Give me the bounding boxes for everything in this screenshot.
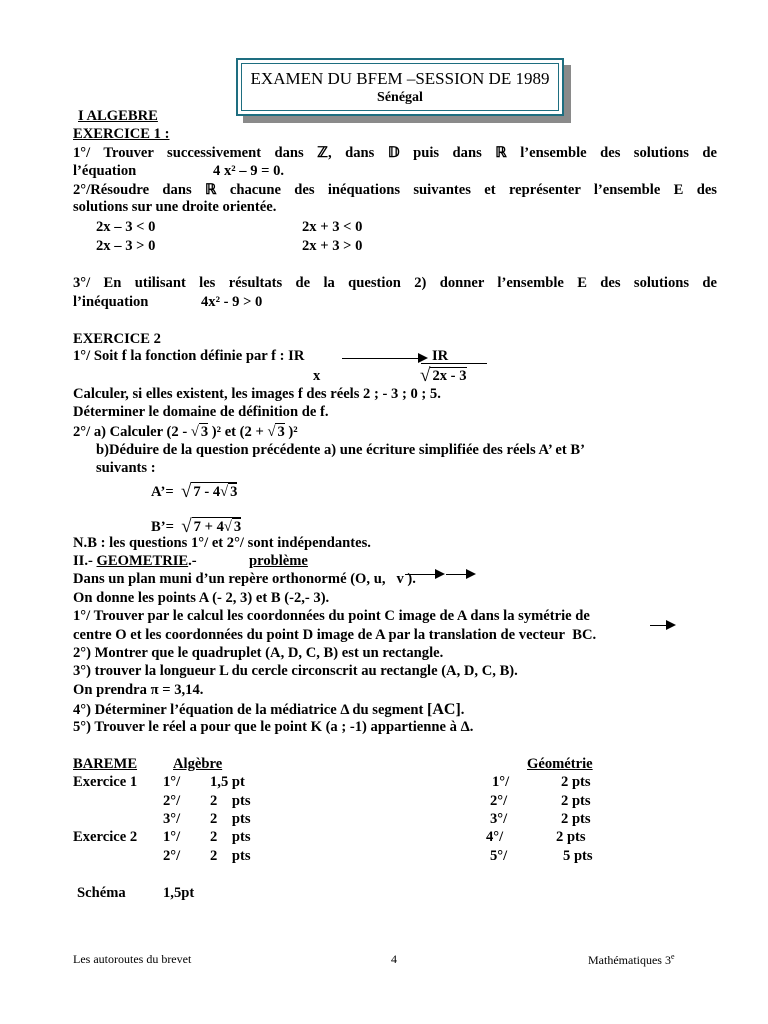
bareme-geo-q: 3°/: [490, 811, 508, 827]
ex2-function-expression: √ 2x - 3: [420, 365, 467, 386]
exercise1-heading: EXERCICE 1 :: [73, 126, 170, 142]
bareme-geo-q: 1°/: [492, 774, 510, 790]
bareme-alg-pts: 2 pts: [210, 848, 251, 864]
inequation-3: 2x – 3 > 0: [96, 238, 156, 254]
inequation-4: 2x + 3 > 0: [302, 238, 363, 254]
ex1-q3-line2-label: l’inéquation: [73, 294, 149, 310]
ex1-q3-line1: 3°/ En utilisant les résultats de la question 2) donner l’ensemble E des solutions de: [73, 275, 717, 291]
bareme-schema: Schéma: [77, 885, 126, 901]
ex1-q2-line2: solutions sur une droite orientée.: [73, 199, 277, 215]
vector-u-arrow-head: [435, 569, 445, 579]
ex2-calculate-images: Calculer, si elles existent, les images f des réels 2 ; - 3 ; 0 ; 5.: [73, 386, 441, 402]
ex1-q1-equation: 4 x² – 9 = 0.: [213, 163, 285, 179]
ex2-variable-x: x: [313, 368, 321, 384]
exam-title: EXAMEN DU BFEM –SESSION DE 1989: [250, 69, 550, 88]
probleme-label: problème: [249, 553, 308, 569]
vector-v-arrow-head: [466, 569, 476, 579]
bareme-geo-q: 5°/: [490, 848, 508, 864]
nb-note: N.B : les questions 1°/ et 2°/ sont indépendantes.: [73, 535, 371, 551]
bareme-alg-pts: 1,5 pt: [210, 774, 245, 790]
bareme-heading: BAREME: [73, 756, 138, 772]
ex2-codomain: IR: [432, 348, 449, 364]
geo-line-3: 1°/ Trouver par le calcul les coordonnées du point C image de A dans la symétrie de: [73, 608, 590, 624]
mapping-arrow-line: [342, 358, 420, 359]
mapping-arrow-head: [418, 353, 428, 363]
bareme-alg-pts: 2 pts: [210, 793, 251, 809]
sqrt-icon: √: [181, 516, 192, 537]
ex2-q2b-line2: suivants :: [96, 460, 156, 476]
geometry-heading: II.- GEOMETRIE.-: [73, 553, 197, 569]
vector-v-arrow: [446, 574, 468, 575]
bareme-exercise1: Exercice 1: [73, 774, 138, 790]
footer-right: Mathématiques 3e: [588, 952, 675, 967]
bareme-algebra-heading: Algèbre: [173, 756, 223, 772]
ex1-q1-line1: 1°/ Trouver successivement dans ℤ, dans 𝔻 puis dans ℝ l’ensemble des solutions de: [73, 145, 717, 161]
bareme-geo-pts: 2 pts: [556, 829, 586, 845]
ex1-q2-line1: 2°/Résoudre dans ℝ chacune des inéquations suivantes et représenter l’ensemble E des: [73, 182, 717, 198]
ex2-q2a: 2°/ a) Calculer (2 - √ 3 )² et (2 + √ 3 )²: [73, 424, 298, 440]
expression-b-prime: B’= √ 7 + 4√ 3: [151, 516, 242, 537]
sqrt-icon: √: [420, 365, 431, 386]
footer-left: Les autoroutes du brevet: [73, 952, 192, 966]
sqrt-icon: √: [223, 519, 232, 535]
geo-line-4: centre O et les coordonnées du point D image de A par la translation de vecteur BC.: [73, 627, 597, 643]
exercise2-heading: EXERCICE 2: [73, 331, 161, 347]
ex1-q3-inequation: 4x² - 9 > 0: [201, 294, 263, 310]
geo-line-9: 5°) Trouver le réel a pour que le point K (a ; -1) appartienne à Δ.: [73, 719, 474, 735]
sqrt-icon: √: [220, 484, 229, 500]
bareme-geo-q: 2°/: [490, 793, 508, 809]
exam-country: Sénégal: [377, 90, 423, 105]
vector-u-arrow: [405, 574, 437, 575]
algebra-heading: I ALGEBRE: [78, 108, 158, 124]
footer-page-number: 4: [391, 952, 397, 966]
ex2-function-def: 1°/ Soit f la fonction définie par f : IR: [73, 348, 305, 364]
ex1-q1-line2-label: l’équation: [73, 163, 137, 179]
bareme-alg-pts: 2 pts: [210, 829, 251, 845]
bareme-alg-pts: 2 pts: [210, 811, 251, 827]
expression-a-prime: A’= √ 7 - 4√ 3: [151, 481, 238, 502]
geo-line-2: On donne les points A (- 2, 3) et B (-2,- 3).: [73, 590, 330, 606]
bareme-alg-q: 2°/: [163, 848, 181, 864]
bareme-geo-pts: 2 pts: [561, 793, 591, 809]
sqrt-icon: √: [267, 424, 276, 440]
geo-line-6: 3°) trouver la longueur L du cercle circonscrit au rectangle (A, D, C, B).: [73, 663, 518, 679]
geo-line-1: Dans un plan muni d’un repère orthonormé (O, u, v ).: [73, 571, 416, 587]
bareme-geo-q: 4°/: [486, 829, 504, 845]
bareme-geo-pts: 5 pts: [563, 848, 593, 864]
inequation-1: 2x – 3 < 0: [96, 219, 156, 235]
ex2-q2b-line1: b)Déduire de la question précédente a) une écriture simplifiée des réels A’ et B’: [96, 442, 585, 458]
bareme-alg-q: 3°/: [163, 811, 181, 827]
bareme-schema-pts: 1,5pt: [163, 885, 195, 901]
bareme-geo-pts: 2 pts: [561, 811, 591, 827]
bareme-alg-q: 1°/: [163, 774, 181, 790]
title-box: [236, 58, 564, 116]
bareme-alg-q: 2°/: [163, 793, 181, 809]
ex2-domain: Déterminer le domaine de définition de f.: [73, 404, 329, 420]
geo-line-5: 2°) Montrer que le quadruplet (A, D, C, B) est un rectangle.: [73, 645, 444, 661]
sqrt-icon: √: [180, 481, 192, 502]
geo-line-7: On prendra π = 3,14.: [73, 682, 204, 698]
bareme-alg-q: 1°/: [163, 829, 181, 845]
geo-line-8: 4°) Déterminer l’équation de la médiatrice Δ du segment [AC].: [73, 701, 465, 718]
bareme-exercise2: Exercice 2: [73, 829, 138, 845]
bareme-geo-pts: 2 pts: [561, 774, 591, 790]
vector-bc-arrow-head: [666, 620, 676, 630]
inequation-2: 2x + 3 < 0: [302, 219, 363, 235]
sqrt-icon: √: [190, 424, 199, 440]
bareme-geometry-heading: Géométrie: [527, 756, 593, 772]
